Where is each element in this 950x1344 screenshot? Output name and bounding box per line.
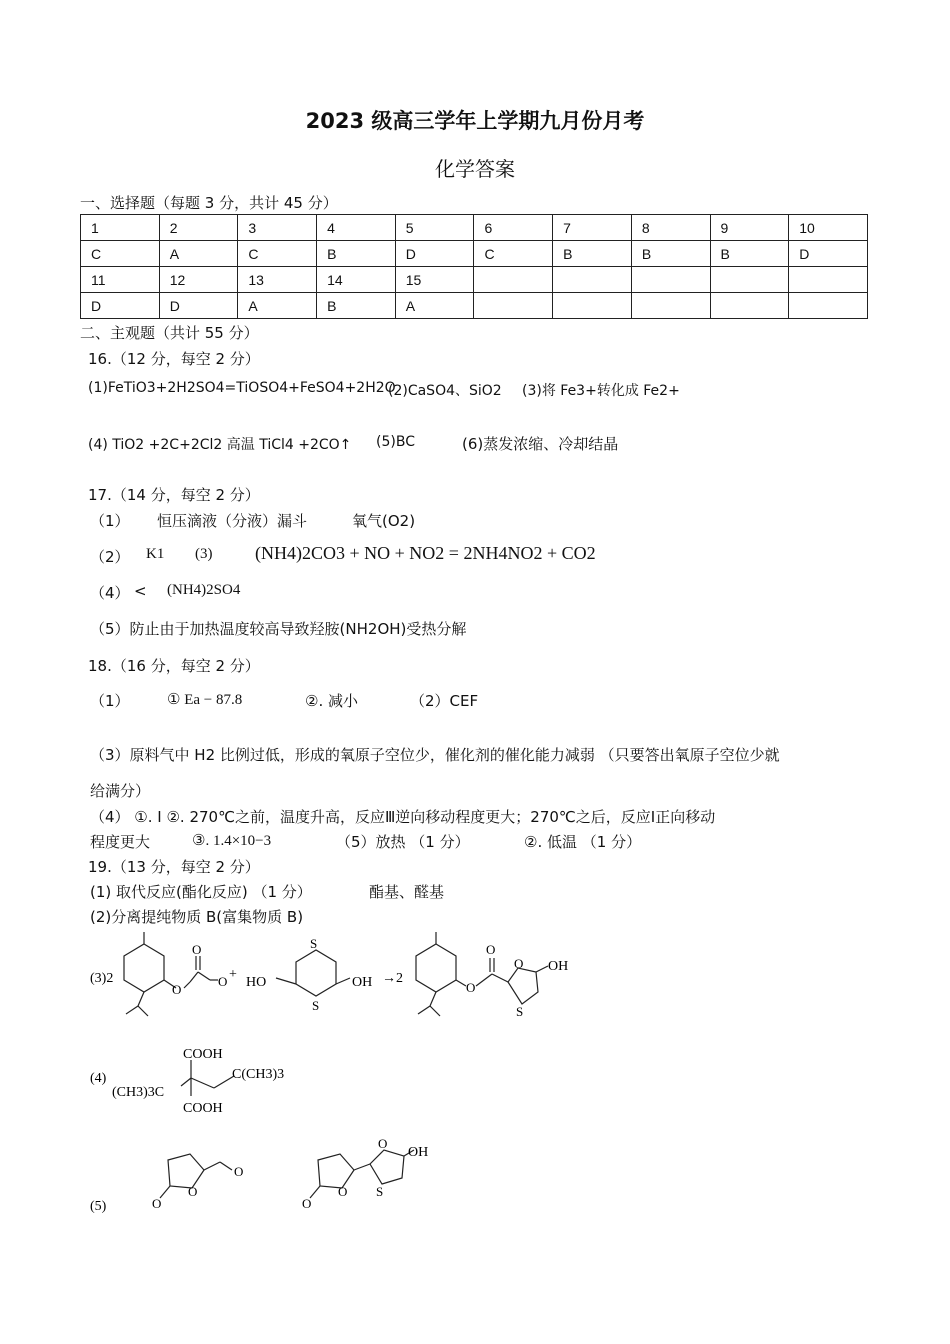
- table-cell: B: [631, 241, 710, 267]
- table-cell: [631, 267, 710, 293]
- q19-cch33: C(CH3)3: [232, 1067, 285, 1082]
- q19-o-atom: O: [378, 1138, 388, 1151]
- table-cell: 13: [238, 267, 317, 293]
- table-cell: D: [81, 293, 160, 319]
- table-cell: A: [238, 293, 317, 319]
- table-cell: 3: [238, 215, 317, 241]
- q16-answer-4: (4) TiO2 +2C+2Cl2 高温 TiCl4 +2CO↑: [88, 437, 352, 453]
- q19-cooh-bottom: COOH: [183, 1101, 223, 1116]
- table-row: [81, 241, 868, 267]
- q17-label-1: （1）: [90, 512, 130, 530]
- q19-answer-1a: (1) 取代反应(酯化反应) （1 分）: [90, 883, 312, 901]
- table-row: [81, 293, 868, 319]
- table-cell: C: [474, 241, 553, 267]
- table-cell: C: [81, 241, 160, 267]
- q18-answer-4-line1: （4） ①. Ⅰ ②. 270℃之前，温度升高，反应Ⅲ逆向移动程度更大；270℃之后，反应Ⅰ正向移动: [90, 808, 716, 826]
- q19-arrow: →2: [382, 971, 403, 986]
- q19-s-atom: S: [312, 998, 320, 1013]
- q16-answer-5: (5)BC: [376, 434, 415, 450]
- q18-heading: 18.（16 分，每空 2 分）: [88, 657, 260, 675]
- answer-table: [80, 214, 868, 319]
- q19-oh-group: OH: [548, 959, 569, 974]
- section2-heading: 二、主观题（共计 55 分）: [80, 324, 259, 342]
- table-cell: A: [159, 241, 238, 267]
- table-cell: 12: [159, 267, 238, 293]
- q19-answer-3-reaction: [86, 930, 586, 1030]
- table-cell: D: [395, 241, 474, 267]
- q18-answer-5a: （5）放热 （1 分）: [336, 833, 470, 851]
- q17-answer-1b: 氧气(O2): [352, 512, 416, 530]
- q18-answer-4c: ③. 1.4×10−3: [192, 833, 272, 849]
- table-row: [81, 215, 868, 241]
- q19-o-atom: O: [302, 1196, 312, 1211]
- page-subtitle: 化学答案: [435, 157, 515, 181]
- table-cell: 7: [553, 215, 632, 241]
- q16-answer-1: (1)FeTiO3+2H2SO4=TiOSO4+FeSO4+2H2O: [88, 380, 396, 396]
- table-cell: D: [789, 241, 868, 267]
- table-cell: B: [317, 293, 396, 319]
- table-cell: B: [317, 241, 396, 267]
- q18-label-1: （1）: [90, 692, 130, 710]
- q19-answer-2: (2)分离提纯物质 B(富集物质 B): [90, 908, 304, 926]
- q17-answer-1a: 恒压滴液（分液）漏斗: [157, 512, 308, 530]
- table-cell: [789, 293, 868, 319]
- table-cell: [474, 267, 553, 293]
- q19-oh-group: OH: [352, 975, 373, 990]
- table-row: [81, 267, 868, 293]
- q18-answer-3-line2: 给满分）: [90, 782, 151, 800]
- section1-heading: 一、选择题（每题 3 分，共计 45 分）: [80, 194, 338, 212]
- q18-answer-3-line1: （3）原料气中 H2 比例过低，形成的氧原子空位少，催化剂的催化能力减弱 （只要答出氧原子空位少就: [90, 746, 780, 764]
- q19-oh-group: OH: [408, 1145, 429, 1160]
- q19-ch33c: (CH3)3C: [112, 1085, 165, 1100]
- table-cell: 5: [395, 215, 474, 241]
- q19-answer-5-structures: [86, 1138, 446, 1228]
- q19-o-atom: O: [486, 942, 496, 957]
- q19-s-atom: S: [516, 1004, 524, 1019]
- page-title: 2023 级高三学年上学期九月份月考: [305, 109, 645, 133]
- q19-answer-4-structure: [86, 1040, 316, 1120]
- q19-answer-5-label: (5): [90, 1199, 107, 1214]
- table-cell: A: [395, 293, 474, 319]
- table-cell: 15: [395, 267, 474, 293]
- q19-heading: 19.（13 分，每空 2 分）: [88, 858, 260, 876]
- q19-o-atom: O: [192, 942, 202, 957]
- table-cell: [553, 293, 632, 319]
- q19-plus-sign: +: [229, 967, 237, 982]
- table-cell: B: [553, 241, 632, 267]
- q19-ho-group: HO: [246, 975, 267, 990]
- q17-answer-2: K1: [146, 546, 165, 562]
- table-cell: [474, 293, 553, 319]
- q17-answer-4b: (NH4)2SO4: [167, 582, 241, 598]
- table-cell: [789, 267, 868, 293]
- q19-answer-4-label: (4): [90, 1071, 107, 1086]
- q17-heading: 17.（14 分，每空 2 分）: [88, 486, 260, 504]
- table-cell: 6: [474, 215, 553, 241]
- table-cell: 4: [317, 215, 396, 241]
- q19-answer-1b: 酯基、醛基: [369, 883, 445, 901]
- q17-label-3: (3): [195, 546, 213, 562]
- table-cell: [710, 267, 789, 293]
- q18-answer-1a: ① Ea − 87.8: [167, 692, 243, 708]
- q19-s-atom: S: [310, 936, 318, 951]
- q19-answer-3-label: (3)2: [90, 971, 114, 986]
- table-cell: D: [159, 293, 238, 319]
- q17-label-2: （2）: [90, 548, 130, 566]
- q19-o-atom: O: [514, 956, 524, 971]
- q17-label-4: （4）: [90, 584, 130, 602]
- q16-answer-3: (3)将 Fe3+转化成 Fe2+: [522, 383, 680, 399]
- table-cell: C: [238, 241, 317, 267]
- q17-answer-5: （5）防止由于加热温度较高导致羟胺(NH2OH)受热分解: [90, 620, 467, 638]
- q18-answer-1b: ②. 减小: [305, 692, 358, 710]
- q19-o-atom: O: [188, 1184, 198, 1199]
- q16-answer-2: (2)CaSO4、SiO2: [388, 383, 502, 399]
- q16-answer-6: (6)蒸发浓缩、冷却结晶: [462, 435, 619, 453]
- q19-o-atom: O: [152, 1196, 162, 1211]
- table-cell: 14: [317, 267, 396, 293]
- table-cell: [553, 267, 632, 293]
- table-cell: [631, 293, 710, 319]
- q19-cooh-top: COOH: [183, 1047, 223, 1062]
- q19-o-atom: O: [466, 980, 476, 995]
- q18-answer-2: （2）CEF: [410, 692, 479, 710]
- table-cell: 8: [631, 215, 710, 241]
- q19-o-atom: O: [338, 1184, 348, 1199]
- table-cell: B: [710, 241, 789, 267]
- q18-answer-4-line2: 程度更大: [90, 833, 151, 851]
- q18-answer-5b: ②. 低温 （1 分）: [524, 833, 642, 851]
- q16-heading: 16.（12 分，每空 2 分）: [88, 350, 260, 368]
- q17-answer-4a: <: [134, 582, 147, 600]
- table-cell: [710, 293, 789, 319]
- table-cell: 2: [159, 215, 238, 241]
- q19-s-atom: S: [376, 1184, 384, 1199]
- q19-o-atom: O: [172, 982, 182, 997]
- table-cell: 9: [710, 215, 789, 241]
- table-cell: 1: [81, 215, 160, 241]
- table-cell: 10: [789, 215, 868, 241]
- table-cell: 11: [81, 267, 160, 293]
- q19-o-atom: O: [234, 1164, 244, 1179]
- q17-answer-3-equation: (NH4)2CO3 + NO + NO2 = 2NH4NO2 + CO2: [255, 543, 596, 563]
- q19-o-atom: O: [218, 974, 228, 989]
